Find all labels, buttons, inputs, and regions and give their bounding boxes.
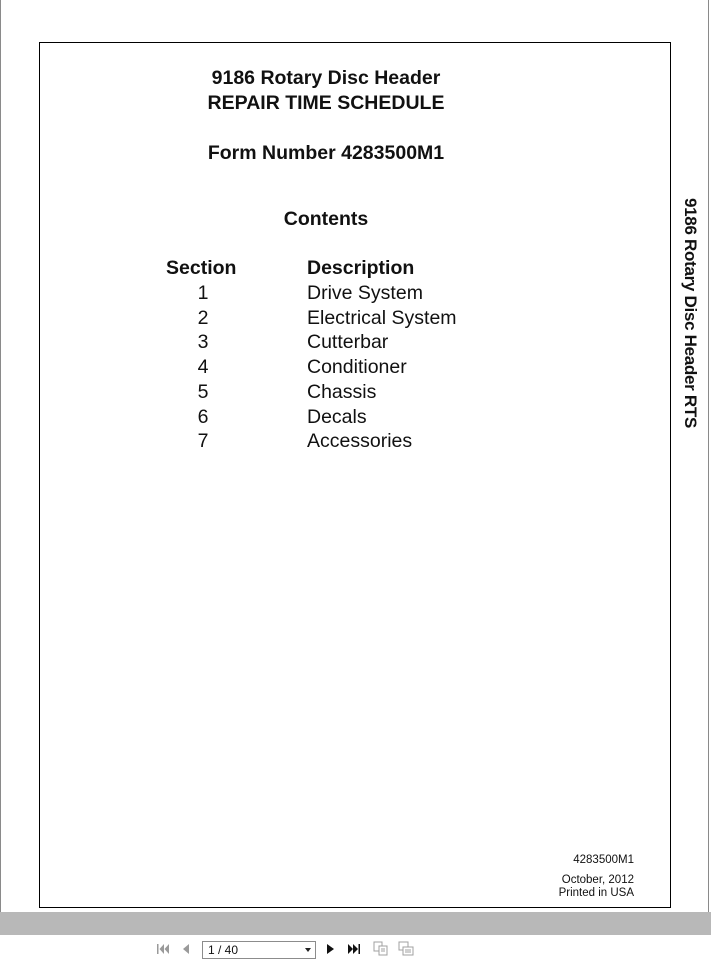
section-number: 5 (197, 381, 209, 403)
section-description: Conditioner (307, 356, 407, 378)
section-description: Cutterbar (307, 331, 389, 353)
description-column-header: Description (307, 257, 415, 279)
section-description: Accessories (307, 430, 413, 452)
previous-page-icon[interactable] (177, 940, 195, 958)
contents-heading: Contents (283, 208, 369, 230)
contents-row (0, 306, 711, 331)
footer-date: October, 2012 (561, 874, 634, 886)
contents-row (0, 330, 711, 355)
contents-row (0, 429, 711, 454)
section-description: Drive System (307, 282, 423, 304)
contents-row (0, 380, 711, 405)
footer-printed: Printed in USA (558, 887, 634, 899)
first-page-icon[interactable] (154, 940, 172, 958)
section-number: 2 (197, 307, 209, 329)
viewer-background-band (0, 912, 711, 935)
section-number: 4 (197, 356, 209, 378)
spine-label-text: 9186 Rotary Disc Header RTS (681, 198, 700, 429)
section-number: 3 (197, 331, 209, 353)
section-column-header: Section (166, 257, 237, 279)
form-number: Form Number 4283500M1 (207, 142, 445, 164)
contents-row (0, 355, 711, 380)
section-number: 6 (197, 406, 209, 428)
fit-page-icon[interactable] (372, 940, 390, 958)
section-description: Electrical System (307, 307, 457, 329)
next-page-icon[interactable] (321, 940, 339, 958)
last-page-icon[interactable] (345, 940, 363, 958)
page-indicator: 1 / 40 (208, 943, 239, 957)
page-number-select[interactable] (202, 941, 316, 959)
section-description: Decals (307, 406, 367, 428)
page-border (39, 42, 671, 908)
spine-label (678, 198, 702, 429)
section-number: 7 (197, 430, 209, 452)
section-description: Chassis (307, 381, 377, 403)
chevron-down-icon (305, 948, 311, 952)
fit-width-icon[interactable] (397, 940, 415, 958)
contents-row (0, 281, 711, 306)
document-title: 9186 Rotary Disc Header (211, 67, 441, 89)
contents-row (0, 405, 711, 430)
document-subtitle: REPAIR TIME SCHEDULE (207, 92, 445, 114)
footer-part-number: 4283500M1 (573, 854, 634, 866)
section-number: 1 (197, 282, 209, 304)
page-edge-right (708, 0, 709, 912)
page-edge-left (0, 0, 1, 912)
